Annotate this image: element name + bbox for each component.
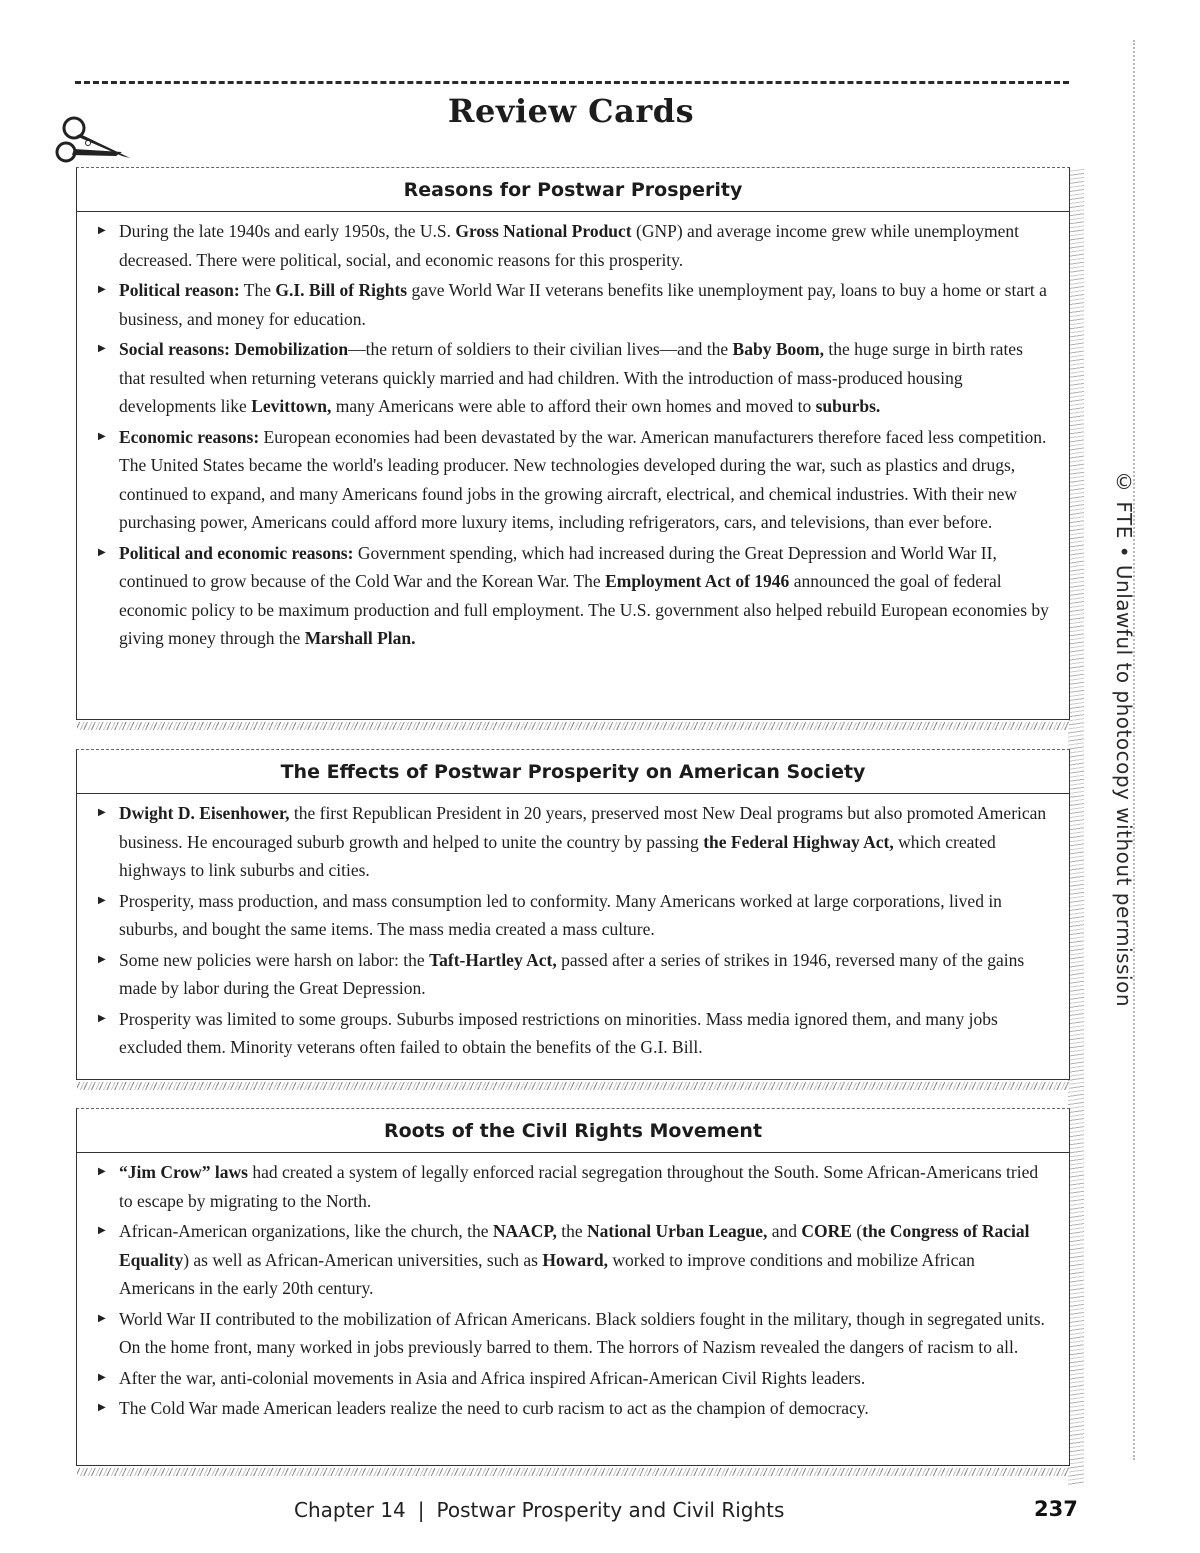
footer-chapter: Chapter 14 [294,1498,406,1522]
review-card-civil-rights-roots [76,1108,1070,1466]
bold-term: the Congress of Racial Equality [119,1221,1030,1270]
review-card-postwar-society [76,749,1070,1080]
top-dashed-rule [75,81,1069,84]
bullet-item [119,1305,1053,1362]
bold-term: Employment Act of 1946 [605,571,790,591]
bullet-item [119,887,1053,944]
card-title: Reasons for Postwar Prosperity [403,178,743,201]
text-segment: African-American organizations, like the church, the [119,1221,493,1241]
card-torn-edge [77,1468,1069,1476]
text-segment: ) as well as African-American universities, such as [183,1249,543,1270]
card-list [77,1153,1069,1423]
text-segment: and [767,1221,802,1241]
bold-term: Howard, [542,1249,608,1270]
copyright-notice: © FTE • Unlawful to photocopy without permission [1112,470,1136,1007]
text-segment: The [239,280,276,300]
text-segment: announced the goal of federal economic policy to be maximum production and full employment. The U.S. government also helped rebuild European economies by giving money through the [119,571,1049,648]
text-segment: ( [851,1221,863,1241]
bold-term: Economic reasons: [119,426,260,447]
bullet-item [119,539,1053,653]
bold-term: CORE [801,1221,852,1241]
text-segment: Some new policies were harsh on labor: the [119,949,430,970]
bold-term: Taft-Hartley Act, [429,949,557,970]
text-segment: the [556,1221,587,1241]
text-segment: worked to improve conditions and mobilize African Americans in the early 20th century. [119,1249,975,1298]
text-segment: (GNP) and average income grew while unemployment decreased. There were political, social, and economic reasons for this prosperity. [119,221,1019,270]
card-title: Roots of the Civil Rights Movement [383,1119,763,1142]
bold-term: “Jim Crow” laws [119,1162,248,1182]
card-list [77,794,1069,1062]
card-header [77,168,1069,212]
footer-separator: | [417,1498,425,1522]
text-segment: the first Republican President in 20 years, preserved most New Deal programs but also promoted American business. He encouraged suburb growth and helped to unite the country by passing [119,803,1047,852]
bullet-item [119,423,1053,537]
bold-term: Gross National Product [455,221,632,241]
card-title: The Effects of Postwar Prosperity on American Society [280,760,866,783]
review-card-postwar-prosperity [76,167,1070,720]
card-header [77,750,1069,794]
card-torn-edge [77,722,1069,730]
bold-term: Dwight D. Eisenhower, [119,803,290,823]
bold-term: G.I. Bill of Rights [275,280,408,300]
page-title: Review Cards [447,92,695,130]
text-segment: passed after a series of strikes in 1946, reversed many of the gains made by labor during the Great Depression. [119,949,1025,998]
card-header [77,1109,1069,1153]
bold-term: suburbs. [815,396,881,416]
bold-term: Marshall Plan. [304,628,416,648]
bullet-item [119,1005,1053,1062]
bold-term: Baby Boom, [732,339,824,359]
text-segment: Government spending, which had increased during the Great Depression and World War II, continued to grow because of the Cold War and the Korean War. The [119,542,997,591]
bullet-item [119,335,1053,421]
bullet-item [119,276,1053,333]
footer-chapter-title: Postwar Prosperity and Civil Rights [436,1498,785,1522]
bullet-item [119,799,1053,885]
text-segment: many Americans were able to afford their own homes and moved to [331,396,816,416]
text-segment: had created a system of legally enforced racial segregation throughout the South. Some African-Americans tried to escape by migrating to the North. [119,1162,1039,1211]
text-segment: During the late 1940s and early 1950s, the U.S. [119,221,456,241]
card-torn-edge [77,1082,1069,1090]
text-segment: the huge surge in birth rates that resulted when returning veterans quickly married and had children. With the introduction of mass-produced housing developments like [119,339,1023,416]
bullet-item [119,946,1053,1003]
decorative-side-border [1068,168,1084,1486]
bullet-item [119,1364,1053,1393]
bold-term: NAACP, [492,1221,557,1241]
bold-term: Social reasons: Demobilization [119,339,349,359]
bullet-item [119,1394,1053,1423]
text-segment: Prosperity, mass production, and mass consumption led to conformity. Many Americans worked at large corporations, lived in suburbs, and bought the same items. The mass media created a mass culture. [119,890,1002,939]
footer [294,1498,784,1522]
text-segment: World War II contributed to the mobilization of African Americans. Black soldiers fought in the military, though in segregated units. On the home front, many worked in jobs previously barred to them. The horrors of Nazism revealed the dangers of racism to all. [119,1308,1045,1357]
text-segment: The Cold War made American leaders realize the need to curb racism to act as the champion of democracy. [119,1398,869,1418]
text-segment: —the return of soldiers to their civilian lives—and the [348,339,733,359]
bullet-item [119,1217,1053,1303]
bold-term: Political reason: [119,280,240,300]
bullet-item [119,1158,1053,1215]
text-segment: After the war, anti-colonial movements in Asia and Africa inspired African-American Civil Rights leaders. [119,1367,866,1388]
text-segment: gave World War II veterans benefits like unemployment pay, loans to buy a home or start a business, and money for education. [119,280,1047,329]
text-segment: Prosperity was limited to some groups. Suburbs imposed restrictions on minorities. Mass media ignored them, and many jobs excluded them. Minority veterans often failed to obtain the benefits of the G.I. Bill. [119,1008,998,1057]
bold-term: National Urban League, [587,1221,768,1241]
bold-term: Political and economic reasons: [119,542,354,563]
page-number: 237 [1034,1497,1078,1521]
text-segment: which created highways to link suburbs and cities. [119,831,996,880]
bold-term: the Federal Highway Act, [703,831,894,852]
bold-term: Levittown, [251,396,332,416]
bullet-item [119,217,1053,274]
card-list [77,212,1069,653]
text-segment: European economies had been devastated by the war. American manufacturers therefore faced less competition. The United States became the world's leading producer. New technologies developed during the war, such as plastics and drugs, continued to expand, and many Americans found jobs in the growing aircraft, electrical, and chemical industries. With their new purchasing power, Americans could afford more luxury items, including refrigerators, cars, and televisions, than ever before. [119,426,1047,532]
